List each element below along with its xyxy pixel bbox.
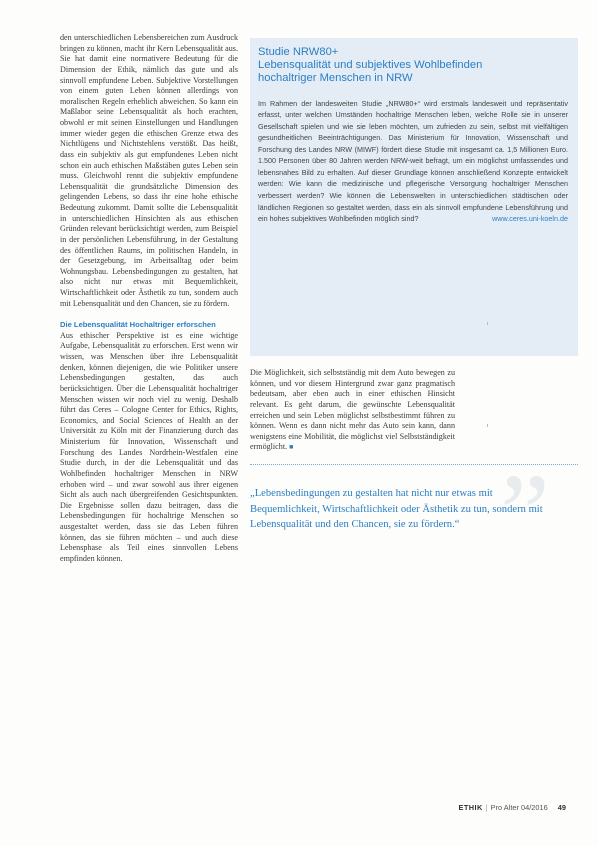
info-box-body: Im Rahmen der landesweiten Studie „NRW80+“ wird erstmals landesweit und repräsentativ erfasst, unter welchen Umständen hochaltrige Menschen leben, welche Rolle sie in unserer Gesellschaft spielen und wie sie leben möchten, um zufrieden zu sein, selbst mit vielfältigen gesundheitlichen Beeinträchtigungen. Das Ministerium für Innovation, Wissenschaft und Forschung des Landes NRW (MIWF) fördert diese Studie mit insgesamt ca. 1,5 Millionen Euro. 1.500 Personen über 80 Jahren werden NRW-weit befragt, um ein möglichst umfassendes und lebensnahes Bild zu erhalten. Auf dieser Grundlage können anschließend Konzepte entwickelt werden: Wie kann die medizinische und pflegerische Versorgung hochaltriger Menschen verbessert werden? Wie können die Lebenswelten in unterschiedlichen städtischen oder ländlichen Regionen so gestaltet werden, dass ein als sinnvoll empfundene Lebensführung und ein hohes subjektives Wohlbefinden möglich sind? <box>258 98 568 224</box>
scan-speck <box>487 322 488 325</box>
body-paragraph-2: Aus ethischer Perspektive ist es eine wichtige Aufgabe, Lebensqualität zu erforschen. Erst wenn wir wissen, was Menschen über ihre Lebensqualität denken, können diejenigen, die wie Politiker unsere Lebensbedingungen gestalten, das auch berücksichtigen. Über die Lebensqualität hochaltriger Menschen wissen wir noch viel zu wenig. Deshalb führt das Ceres – Cologne Center for Ethics, Rights, Economics, and Social Sciences of Health an der Universität zu Köln mit der Finanzierung durch das Ministerium für Innovation, Wissenschaft und Forschung des Landes Nordrhein-Westfalen eine Studie durch, in der die Lebensqualität und das Wohlbefinden hochaltriger Menschen in NRW erhoben wird – und zwar sowohl aus ihrer eigenen Sicht als auch nach übergreifenden Gesichtspunkten. Die Ergebnisse sollen dazu beitragen, dass die Lebensbedingungen für hochaltrige Menschen so ausgestaltet werden, dass sie das Leben führen können, das sie führen möchten – und auch diese Lebensphase als Teil eines sinnvollen Lebens empfinden können. <box>60 330 238 563</box>
info-box-title <box>258 46 568 86</box>
body-paragraph-1: den unterschiedlichen Lebensbereichen zum Ausdruck bringen zu können, macht ihr Kern Lebensqualität aus. Sie hat damit eine normativere Bedeutung für die Dimension der Ethik, nämlich das gute und als sinnvoll empfundene Leben. Subjektive Vorstellungen von einem guten Leben können allerdings von moralischen Regeln erheblich abweichen. So kann ein Maßlabor seine Lebensqualität als hoch erachten, obwohl er mit seinen Einstellungen und Handlungen immer wieder gegen die ethischen Grenze etwa des Nichtlügens und Nichtstehlens verstößt. Das heißt, dass ein subjektiv als gut empfundenes Leben nicht schon ein auch ethischen Maßstäben gutes Leben sein muss. Gleichwohl rennt die subjektiv empfundene Lebensqualität die grundsätzliche Dimension des gelingenden Lebens, so dass ihr eine hohe ethische Bedeutung zukommt. Damit sollte die Lebensqualität in unterschiedlichen Hinsichten als aus ethischen Gründen relevant berücksichtigt werden, zum Beispiel in der persönlichen Lebensführung, in der Gestaltung des öffentlichen Raums, im politischen Handeln, in der Gesetzgebung, im Arbeitsalltag oder beim Wohnungsbau. Lebensbedingungen zu gestalten, hat also nicht nur etwas mit Bequemlichkeit, Wirtschaftlichkeit oder Ästhetik zu tun, sondern auch mit Lebensqualität und den Chancen, sie zu fördern. <box>60 33 238 308</box>
left-text-column <box>60 33 238 565</box>
right-text-column <box>250 368 455 454</box>
scan-speck <box>487 424 488 427</box>
page-footer <box>459 803 566 812</box>
info-box-title-line-1: Studie NRW80+ <box>258 46 339 58</box>
article-end-mark: ■ <box>289 444 294 452</box>
info-box-title-line-3: hochaltriger Menschen in NRW <box>258 72 413 85</box>
footer-section-name: ETHIK <box>458 803 483 812</box>
info-box-text <box>258 98 568 225</box>
pull-quote: „Lebensbedingungen zu gestalten hat nicht nur etwas mit Bequemlichkeit, Wirtschaftlichkeit oder Ästhetik zu tun, sondern mit Lebensqualität und den Chancen, sie zu fördern.“ <box>250 488 543 530</box>
study-info-box <box>250 38 578 356</box>
right-paragraph-text: Die Möglichkeit, sich selbstständig mit dem Auto bewegen zu können, und vor diesem Hintergrund zwar ganz pragmatisch bedeutsam, aber eben auch in einer ethischen Hinsicht relevant. Es geht darum, die gewünschte Lebensqualität erreichen und sein Leben möglichst selbstbestimmt führen zu können. Wenn es dann nicht mehr das Auto sein kann, dann wenigstens eine Mobilität, die möglichst viel Selbstständigkeit ermöglicht. <box>250 368 455 452</box>
body-paragraph-3 <box>250 368 455 454</box>
page-number: 49 <box>557 803 566 812</box>
footer-issue: Pro Alter 04/2016 <box>490 803 548 812</box>
info-box-title-line-2: Lebensqualität und subjektives Wohlbefinden <box>258 59 483 72</box>
section-subheading: Die Lebensqualität Hochaltriger erforschen <box>60 320 216 330</box>
quote-mark-icon: ” <box>500 452 550 576</box>
study-url-link[interactable]: www.ceres.uni-koeln.de <box>492 214 568 224</box>
footer-separator: | <box>485 803 488 812</box>
